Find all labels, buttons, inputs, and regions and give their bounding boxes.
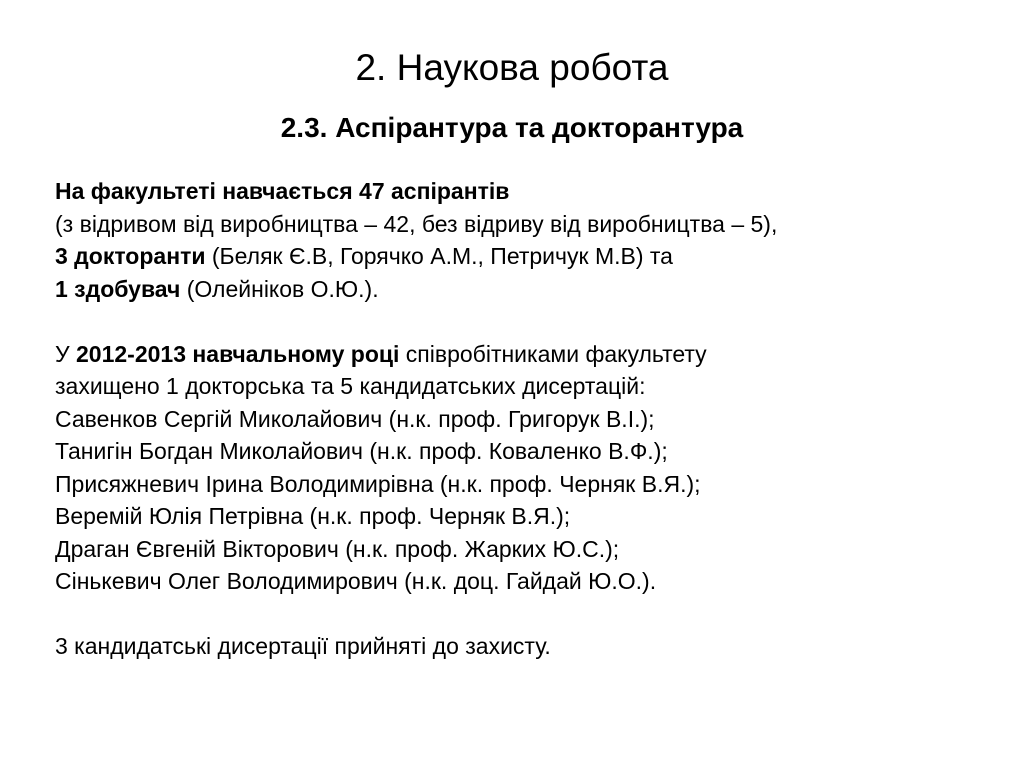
students-breakdown-line: (з відривом від виробництва – 42, без відриву від виробництва – 5), — [55, 210, 778, 237]
list-item: Присяжневич Ірина Володимирівна (н.к. проф. Черняк В.Я.); — [55, 470, 701, 497]
defenses-intro-prefix: У — [55, 340, 77, 367]
spacer — [55, 305, 1015, 338]
defenses-intro-suffix: співробітниками факультету — [399, 340, 707, 367]
applicant-line — [55, 273, 1015, 306]
list-item: Драган Євгеній Вікторович (н.к. проф. Жарких Ю.С.); — [55, 535, 620, 562]
applicant-count: 1 здобувач — [55, 275, 181, 302]
footer-note: 3 кандидатські дисертації прийняті до захисту. — [55, 633, 551, 659]
slide-title: 2. Наукова робота — [355, 47, 669, 88]
list-item: Танигін Богдан Миколайович (н.к. проф. Коваленко В.Ф.); — [55, 438, 668, 464]
list-item: Сінькевич Олег Володимирович (н.к. доц. Гайдай Ю.О.). — [55, 568, 657, 594]
academic-year: 2012-2013 навчальному році — [76, 340, 400, 367]
list-item: Савенков Сергій Миколайович (н.к. проф. Григорук В.І.); — [55, 405, 655, 432]
students-count-line — [55, 175, 1015, 208]
applicant-name: (Олейніков О.Ю.). — [180, 275, 379, 302]
defenses-intro-line — [55, 338, 1015, 371]
doctoral-students-names: (Беляк Є.В, Горячко А.М., Петричук М.В) та — [205, 243, 673, 269]
slide-body — [55, 175, 1015, 663]
students-count: На факультеті навчається 47 аспірантів — [55, 178, 510, 204]
doctoral-students-count: 3 докторанти — [55, 243, 206, 269]
doctoral-students-line — [55, 240, 1015, 273]
list-item: Веремій Юлія Петрівна (н.к. проф. Черняк В.Я.); — [55, 503, 571, 529]
slide-subtitle: 2.3. Аспірантура та докторантура — [280, 112, 744, 143]
spacer — [55, 598, 1015, 631]
defenses-summary-line: захищено 1 докторська та 5 кандидатських дисертацій: — [55, 373, 646, 399]
